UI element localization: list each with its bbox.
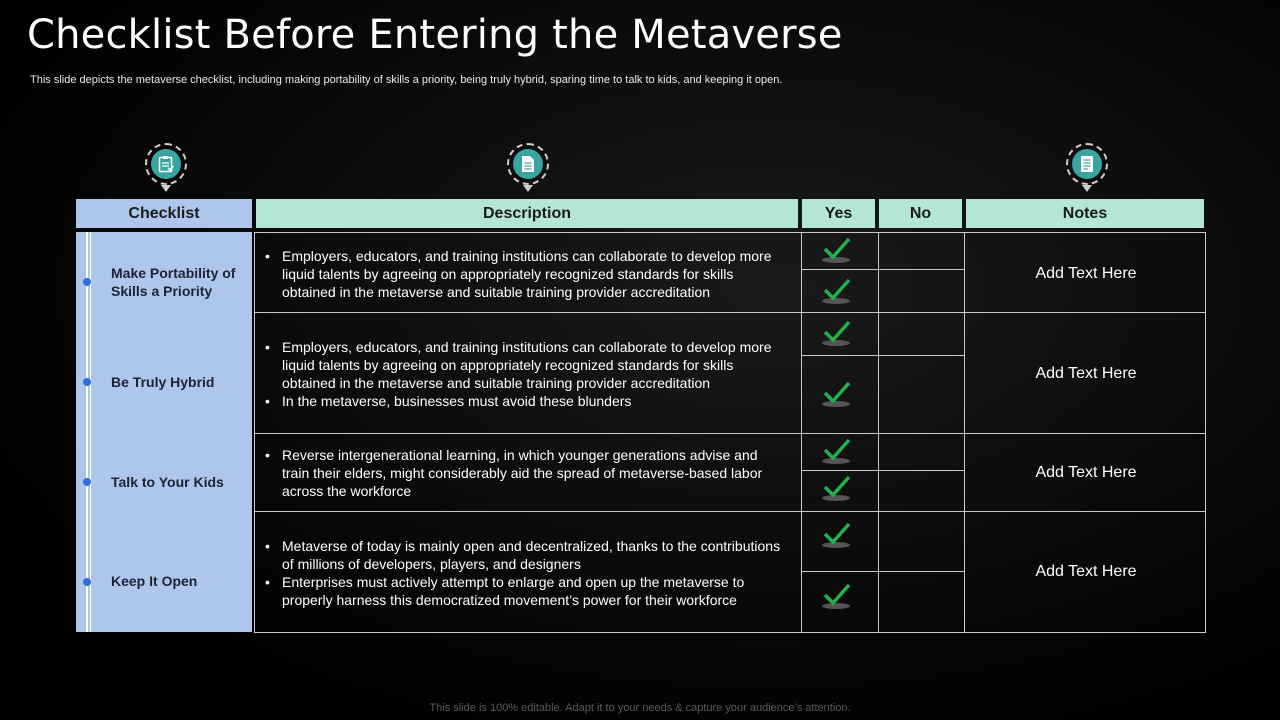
yes-check[interactable] [821, 437, 855, 465]
slide-footer: This slide is 100% editable. Adapt it to your needs & capture your audience’s attention. [429, 702, 851, 714]
document-icon [521, 155, 535, 173]
notes-cell: Add Text Here [1035, 464, 1137, 481]
description-cell [262, 338, 787, 410]
yes-check[interactable] [821, 380, 855, 408]
checklist-panel [76, 232, 252, 632]
checkmark-icon [821, 474, 855, 502]
header-description: Description [256, 199, 798, 228]
description-cell [262, 446, 787, 500]
yes-check[interactable] [821, 582, 855, 610]
yes-check[interactable] [821, 236, 855, 264]
description-bullet: • Employers, educators, and training institutions can collaborate to develop more liquid talents by agreeing on appropriately recognized standards for skills obtained in the metaverse and suitable training provider accreditation [262, 338, 787, 392]
description-bullet: • Employers, educators, and training institutions can collaborate to develop more liquid talents by agreeing on appropriately recognized standards for skills obtained in the metaverse and suitable training provider accreditation [262, 247, 787, 301]
yes-check[interactable] [821, 474, 855, 502]
notes-cell: Add Text Here [1035, 265, 1137, 282]
description-cell [262, 247, 787, 301]
checklist-item-label: Talk to Your Kids [111, 474, 224, 490]
yes-check[interactable] [821, 521, 855, 549]
checklist-table [254, 232, 1206, 633]
bullet-dot [83, 278, 91, 286]
header-checklist: Checklist [76, 199, 252, 228]
checkmark-icon [821, 582, 855, 610]
slide-title: Checklist Before Entering the Metaverse [27, 12, 843, 58]
slide-subtitle: This slide depicts the metaverse checklist, including making portability of skills a priority, being truly hybrid, sparing time to talk to kids, and keeping it open. [30, 74, 783, 86]
checkmark-icon [821, 319, 855, 347]
checklist-item-label: Be Truly Hybrid [111, 374, 215, 390]
checkmark-icon [821, 277, 855, 305]
description-bullet: • In the metaverse, businesses must avoid these blunders [262, 392, 787, 410]
checklist-item-label: Make Portability of Skills a Priority [111, 265, 236, 299]
yes-check[interactable] [821, 319, 855, 347]
bullet-dot [83, 578, 91, 586]
notes-icon [1080, 155, 1094, 173]
checkmark-icon [821, 236, 855, 264]
yes-check[interactable] [821, 277, 855, 305]
header-no: No [879, 199, 962, 228]
bullet-dot [83, 378, 91, 386]
description-column-marker [507, 143, 549, 195]
description-bullet: • Reverse intergenerational learning, in which younger generations advise and train their elders, might considerably aid the spread of metaverse-based labor across the workforce [262, 446, 787, 500]
description-cell [262, 537, 787, 609]
checkmark-icon [821, 521, 855, 549]
description-bullet: • Enterprises must actively attempt to enlarge and open up the metaverse to properly harness this democratized movement’s power for their workforce [262, 573, 787, 609]
checkmark-icon [821, 437, 855, 465]
description-bullet: • Metaverse of today is mainly open and decentralized, thanks to the contributions of millions of developers, players, and designers [262, 537, 787, 573]
header-notes: Notes [966, 199, 1204, 228]
checklist-column-marker [145, 143, 187, 195]
checklist-item-label: Keep It Open [111, 573, 198, 589]
notes-column-marker [1066, 143, 1108, 195]
notes-cell: Add Text Here [1035, 365, 1137, 382]
bullet-dot [83, 478, 91, 486]
header-yes: Yes [802, 199, 875, 228]
notes-cell: Add Text Here [1035, 563, 1137, 580]
checkmark-icon [821, 380, 855, 408]
clipboard-icon [158, 155, 174, 173]
